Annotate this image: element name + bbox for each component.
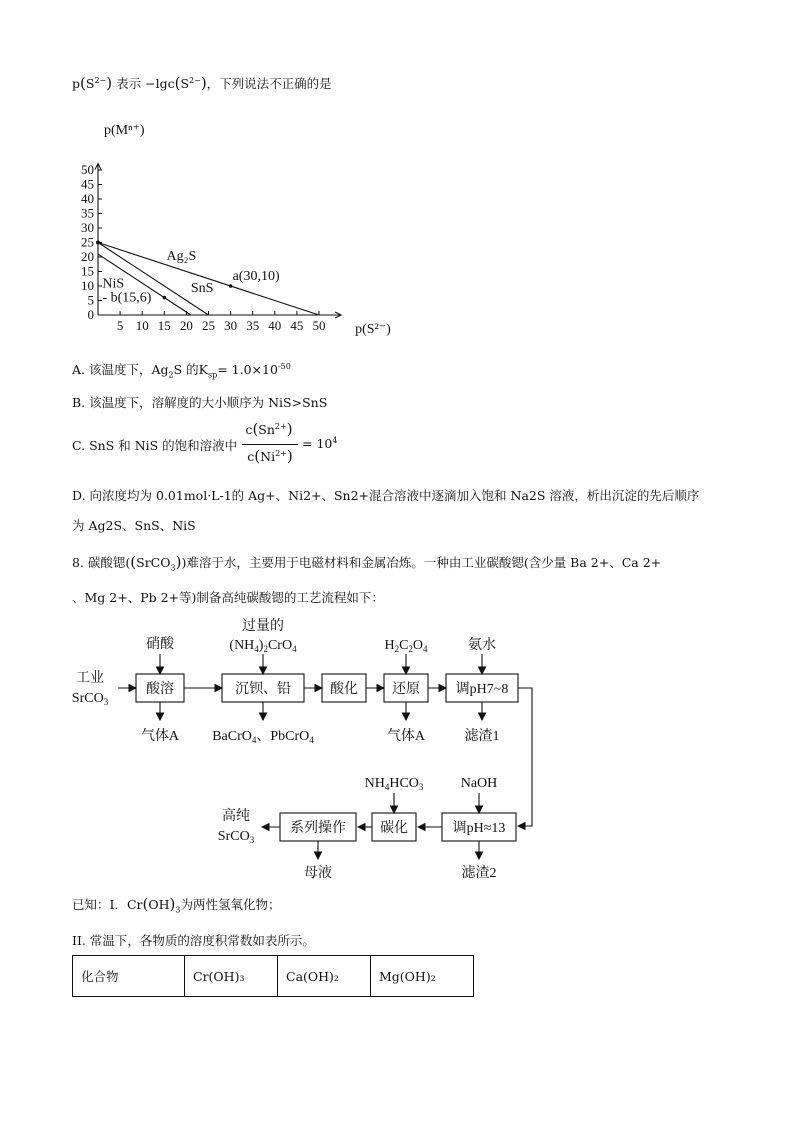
process-flowchart — [60, 610, 580, 890]
x-tick-label: 25 — [202, 318, 215, 333]
reagent-6: $NH_4HCO_3$ — [364, 776, 424, 792]
output-1: 气体A — [140, 729, 180, 744]
table-header-cell: 化合物 — [73, 956, 185, 997]
x-tick-label: 45 — [290, 318, 304, 333]
reagent-5: 氨水 — [468, 638, 496, 653]
q8-line1: 8. 碳酸锶((SrCO$_3$))难溶于水，主要用于电磁材料和金属冶炼。一种由工业碳酸锶(含少量 Ba 2+、Ca 2+ — [72, 553, 662, 573]
known-line1: 已知：I．$Cr(OH)_3$为两性氢氧化物； — [72, 895, 281, 915]
reagent-1: 硝酸 — [146, 637, 174, 652]
reagent-2b: $(NH_4)_2CrO_4$ — [229, 638, 297, 654]
output-6: 母液 — [304, 866, 332, 881]
x-tick-label: 30 — [224, 318, 238, 333]
table-header-cell: Ca(OH)₂ — [278, 956, 371, 997]
series-label: NiS — [102, 276, 125, 292]
y-zero-label: 0 — [87, 307, 94, 322]
data-point — [163, 296, 167, 300]
known-line2: II. 常温下，各物质的溶度积常数如表所示。 — [72, 933, 315, 948]
table-row — [73, 956, 474, 997]
option-a[interactable]: A. 该温度下，$Ag_2S$ 的$K_{sp}= 1.0\times 10^{-50}$ — [72, 361, 291, 380]
x-tick-label: 40 — [268, 318, 282, 333]
intro-charge: 2− — [94, 75, 107, 85]
x-tick-label: 35 — [246, 318, 260, 333]
x-tick-label: 15 — [157, 318, 171, 333]
y-tick-label: 35 — [81, 205, 94, 221]
input-label-2: SrCO$_3$ — [71, 691, 109, 707]
option-b[interactable]: B. 该温度下，溶解度的大小顺序为 NiS>SnS — [72, 395, 328, 410]
series-label: Ag₂S — [166, 248, 197, 264]
x-tick-label: 5 — [116, 318, 124, 333]
y-tick-label: 30 — [81, 220, 94, 235]
step-2: 沉钡、铅 — [235, 682, 291, 697]
output-8: 滤渣2 — [461, 866, 497, 881]
x-axis-label: p(S²⁻) — [355, 322, 391, 337]
q8-line2: 、Mg 2+、Pb 2+等)制备高纯碳酸锶的工艺流程如下： — [72, 590, 384, 605]
x-tick-label: 20 — [179, 318, 193, 333]
intro-rest: ，下列说法不正确的是 — [206, 76, 332, 91]
intro-lgc: −lgc — [145, 76, 175, 91]
option-d-line2: 为 Ag2S、SnS、NiS — [72, 518, 196, 533]
step-6: 系列操作 — [290, 821, 346, 836]
intro-shows: 表示 — [116, 76, 142, 91]
step-3: 酸化 — [330, 682, 358, 697]
intro-line: $p(S^{2-})$ 表示 $-\lg c(S^{2-})$，下列说法不正确的是 — [72, 74, 332, 92]
x-tick-label: 10 — [135, 318, 149, 333]
table-header-cell: Mg(OH)₂ — [371, 956, 474, 997]
ksp-chart — [70, 115, 400, 340]
fraction-bar — [242, 444, 298, 445]
product-1: 高纯 — [222, 809, 250, 824]
ksp-table — [72, 955, 474, 997]
point-label: - b(15,6) — [102, 290, 152, 306]
step-4: 还原 — [392, 682, 420, 697]
y-tick-label: 45 — [81, 176, 94, 192]
output-5: 滤渣1 — [464, 729, 500, 744]
output-2: BaCrO$_4$、PbCrO$_4$ — [212, 729, 314, 745]
step-8: 调pH≈13 — [452, 821, 506, 836]
step-1: 酸溶 — [146, 682, 174, 697]
reagent-2a: 过量的 — [242, 619, 284, 634]
y-tick-label: 10 — [81, 278, 94, 293]
intro-p: p — [72, 76, 81, 91]
y-tick-label: 15 — [81, 263, 94, 279]
y-tick-label: 40 — [81, 191, 94, 206]
option-d-line1[interactable]: D. 向浓度均为 0.01mol·L-1的 Ag+、Ni2+、Sn2+混合溶液中逐滴加入饱和 Na2S 溶液，析出沉淀的先后顺序 — [72, 488, 700, 503]
step-5: 调pH7~8 — [455, 682, 509, 697]
y-tick-label: 50 — [81, 162, 94, 177]
y-tick-label: 25 — [81, 234, 94, 250]
y-tick-label: 5 — [87, 292, 94, 308]
y-axis-label: p(Mⁿ⁺) — [104, 123, 145, 138]
x-tick-label: 50 — [312, 318, 326, 333]
data-point — [229, 284, 233, 288]
reagent-4: $H_2C_2O_4$ — [384, 638, 428, 654]
output-4: 气体A — [386, 729, 426, 744]
product-2: SrCO$_3$ — [217, 829, 255, 845]
intercept-point — [96, 241, 100, 245]
table-header-cell: Cr(OH)₃ — [185, 956, 278, 997]
point-label: a(30,10) — [232, 269, 280, 284]
y-tick-label: 20 — [81, 249, 94, 264]
reagent-7: NaOH — [460, 776, 498, 791]
intro-s: S — [85, 76, 95, 91]
series-label: SnS — [190, 280, 214, 296]
step-7: 碳化 — [380, 821, 408, 836]
input-label-1: 工业 — [76, 671, 104, 686]
